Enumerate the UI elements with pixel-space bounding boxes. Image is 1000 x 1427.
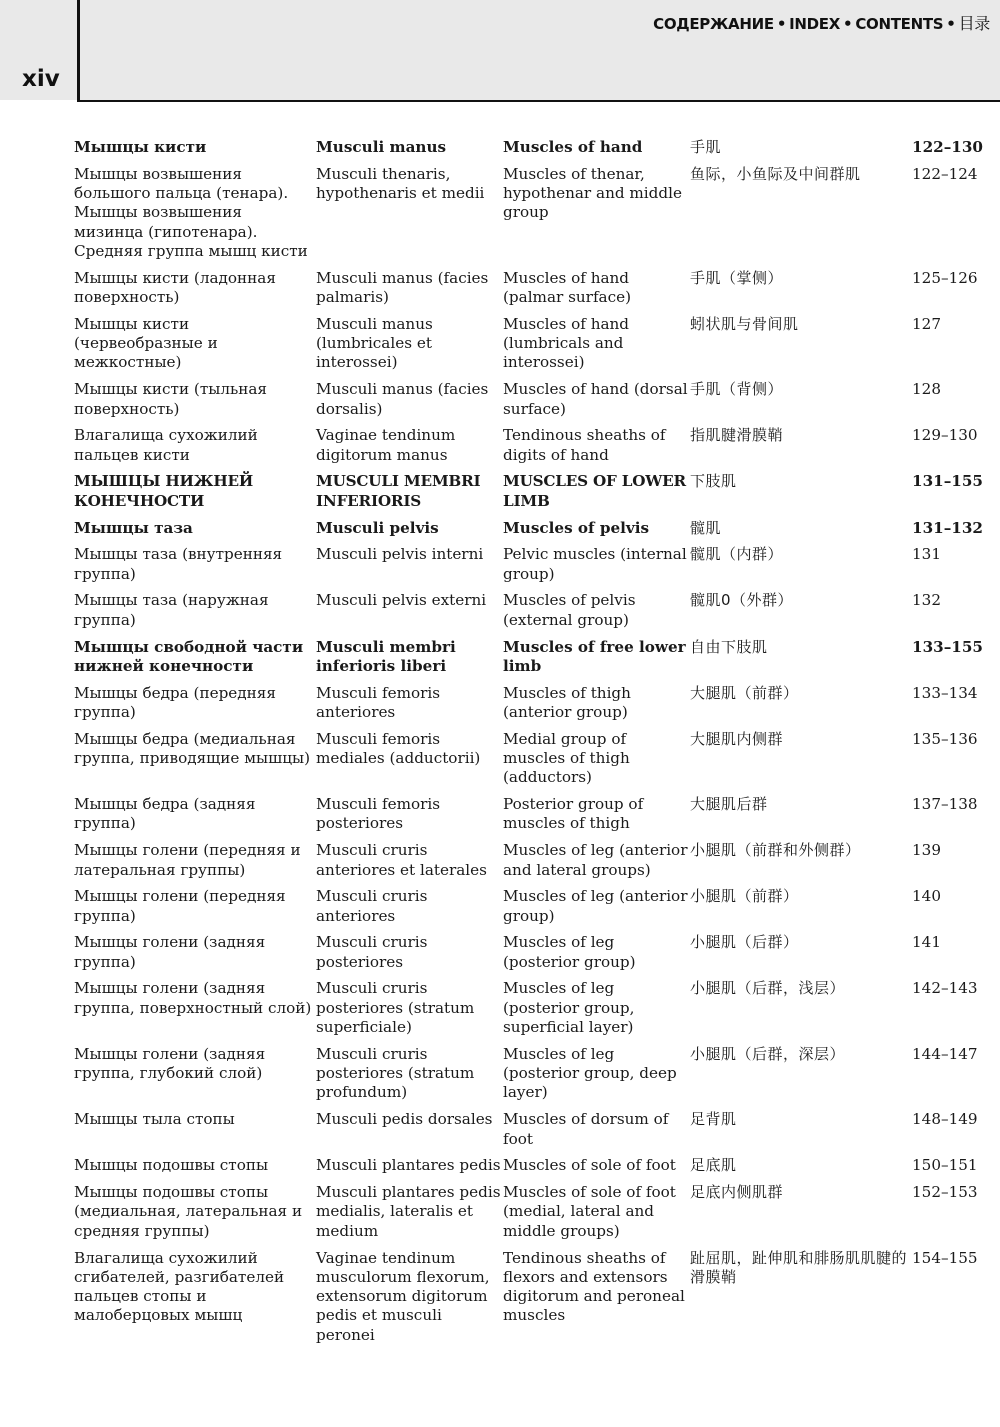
entry-latin: Musculi manus (lumbricales et interossei) xyxy=(316,314,433,372)
entry-english: Muscles of hand (palmar surface) xyxy=(503,268,632,307)
entry-chinese: 手肌（掌侧） xyxy=(690,268,784,287)
running-title-contents: CONTENTS xyxy=(855,15,944,33)
entry-english: Muscles of leg (posterior group, superficial layer) xyxy=(503,979,635,1037)
entry-english: Muscles of sole of foot xyxy=(503,1156,676,1175)
entry-chinese: 小腿肌（后群） xyxy=(690,933,799,952)
entry-english: Muscles of leg (anterior and lateral groups) xyxy=(503,841,688,879)
header-rule xyxy=(80,100,1000,102)
toc-row[interactable] xyxy=(68,1183,999,1248)
entry-russian: Мышцы голени (задняя группа, поверхностный слой) xyxy=(74,979,312,1017)
entry-pages[interactable]: 125–126 xyxy=(912,268,978,287)
entry-english: Medial group of muscles of thigh (adductors) xyxy=(503,729,630,787)
entry-english: Posterior group of muscles of thigh xyxy=(503,795,644,833)
entry-latin: Musculi cruris anteriores et laterales xyxy=(316,841,487,879)
entry-english: Muscles of hand xyxy=(503,138,643,156)
entry-english: Muscles of pelvis xyxy=(503,518,650,537)
entry-latin: Musculi plantares pedis xyxy=(316,1156,501,1175)
entry-latin: Musculi manus xyxy=(316,138,447,156)
toc-row[interactable] xyxy=(68,380,999,426)
entry-latin: Musculi membri inferioris liberi xyxy=(316,637,456,675)
entry-chinese: 手肌 xyxy=(690,138,722,156)
entry-pages[interactable]: 141 xyxy=(912,933,941,952)
entry-english: Muscles of free lower limb xyxy=(503,637,686,675)
toc-row[interactable] xyxy=(68,841,999,887)
entry-english: Muscles of hand (lumbricals and interossei) xyxy=(503,314,630,372)
separator-3: • xyxy=(946,15,956,33)
running-title-index: INDEX xyxy=(789,15,841,33)
toc-row[interactable] xyxy=(68,1249,999,1353)
entry-latin: Musculi femoris posteriores xyxy=(316,795,441,833)
entry-english: Muscles of leg (anterior group) xyxy=(503,887,688,925)
entry-english: Tendinous sheaths of digits of hand xyxy=(503,426,666,464)
entry-pages[interactable]: 142–143 xyxy=(912,979,978,998)
running-title-zh: 目录 xyxy=(958,14,990,33)
entry-russian: Мышцы голени (передняя группа) xyxy=(74,887,286,925)
entry-english: Pelvic muscles (internal group) xyxy=(503,545,687,583)
entry-chinese: 小腿肌（前群） xyxy=(690,887,799,906)
entry-english: MUSCLES OF LOWER LIMB xyxy=(503,472,686,510)
toc-row[interactable] xyxy=(68,1110,999,1156)
entry-russian: Мышцы подошвы стопы xyxy=(74,1156,269,1175)
entry-russian: Мышцы голени (задняя группа) xyxy=(74,933,266,971)
entry-russian: Мышцы таза (наружная группа) xyxy=(74,591,269,629)
entry-latin: Musculi cruris posteriores (stratum superficiale) xyxy=(316,979,475,1037)
toc-row[interactable] xyxy=(68,1156,999,1183)
entry-chinese: 自由下肢肌 xyxy=(690,637,768,656)
entry-russian: Мышцы возвышения большого пальца (тенара). Мышцы возвышения мизинца (гипотенара). Средняя группа мышц кисти xyxy=(74,164,308,260)
entry-russian: Мышцы голени (передняя и латеральная группы) xyxy=(74,841,301,879)
entry-chinese: 下肢肌 xyxy=(690,472,737,491)
page-number: xiv xyxy=(22,66,60,92)
entry-english: Muscles of thenar, hypothenar and middle group xyxy=(503,164,682,222)
entry-chinese: 足背肌 xyxy=(690,1110,737,1129)
toc-row[interactable] xyxy=(68,887,999,933)
separator-1: • xyxy=(776,15,787,33)
toc-row[interactable] xyxy=(68,315,999,380)
entry-chinese: 小腿肌（后群，深层） xyxy=(690,1044,846,1063)
entry-chinese: 小腿肌（前群和外侧群） xyxy=(690,841,861,860)
toc-row[interactable] xyxy=(68,979,999,1044)
entry-english: Muscles of pelvis (external group) xyxy=(503,591,636,629)
entry-chinese: 趾屈肌，趾伸肌和腓肠肌肌腱的滑膜鞘 xyxy=(690,1248,908,1286)
entry-latin: Musculi femoris mediales (adductorii) xyxy=(316,729,481,768)
entry-pages[interactable]: 133–155 xyxy=(912,637,983,656)
entry-russian: Мышцы кисти (ладонная поверхность) xyxy=(74,268,276,307)
entry-english: Muscles of dorsum of foot xyxy=(503,1110,669,1148)
entry-russian: Мышцы кисти xyxy=(74,138,207,156)
entry-russian: Мышцы кисти (тыльная поверхность) xyxy=(74,380,268,418)
toc-row[interactable] xyxy=(68,519,999,546)
entry-pages[interactable]: 137–138 xyxy=(912,795,978,814)
entry-latin: Musculi cruris posteriores xyxy=(316,933,428,971)
toc-row[interactable] xyxy=(68,730,999,795)
toc-row[interactable] xyxy=(68,933,999,979)
entry-pages[interactable]: 122–130 xyxy=(912,138,983,156)
contents-table xyxy=(68,138,999,1353)
toc-row[interactable] xyxy=(68,795,999,841)
entry-latin: Musculi pedis dorsales xyxy=(316,1110,493,1129)
entry-latin: Musculi femoris anteriores xyxy=(316,683,441,721)
entry-chinese: 指肌腱滑膜鞘 xyxy=(690,426,784,445)
entry-pages[interactable]: 131 xyxy=(912,545,941,564)
toc-row[interactable] xyxy=(68,638,999,684)
entry-pages[interactable]: 127 xyxy=(912,314,941,333)
entry-russian: МЫШЦЫ НИЖНЕЙ КОНЕЧНОСТИ xyxy=(74,472,254,510)
entry-chinese: 髋肌（内群） xyxy=(690,545,784,564)
entry-latin: Vaginae tendinum musculorum flexorum, extensorum digitorum pedis et musculi peronei xyxy=(316,1248,490,1344)
entry-english: Muscles of sole of foot (medial, lateral and middle groups) xyxy=(503,1183,676,1240)
entry-english: Muscles of thigh (anterior group) xyxy=(503,683,631,721)
entry-english: Tendinous sheaths of flexors and extensors digitorum and peroneal muscles xyxy=(503,1248,685,1325)
entry-russian: Мышцы тыла стопы xyxy=(74,1110,235,1129)
entry-chinese: 大腿肌内侧群 xyxy=(690,729,784,748)
entry-russian: Мышцы бедра (передняя группа) xyxy=(74,683,276,721)
entry-chinese: 手肌（背侧） xyxy=(690,380,784,399)
toc-row[interactable] xyxy=(68,269,999,315)
entry-russian: Мышцы бедра (задняя группа) xyxy=(74,795,256,833)
header-vertical-rule xyxy=(77,0,80,102)
entry-pages[interactable]: 154–155 xyxy=(912,1248,978,1267)
entry-latin: Musculi manus (facies dorsalis) xyxy=(316,380,489,418)
entry-pages[interactable]: 150–151 xyxy=(912,1156,978,1175)
entry-english: Muscles of leg (posterior group) xyxy=(503,933,636,971)
toc-row[interactable] xyxy=(68,165,999,269)
entry-pages[interactable]: 122–124 xyxy=(912,164,978,183)
entry-pages[interactable]: 140 xyxy=(912,887,941,906)
toc-row[interactable] xyxy=(68,1045,999,1110)
entry-latin: Musculi plantares pedis medialis, lateralis et medium xyxy=(316,1183,501,1240)
entry-chinese: 大腿肌（前群） xyxy=(690,683,799,702)
toc-row[interactable] xyxy=(68,472,999,518)
entry-pages[interactable]: 129–130 xyxy=(912,426,978,445)
entry-pages[interactable]: 135–136 xyxy=(912,729,978,748)
entry-pages[interactable]: 139 xyxy=(912,841,941,860)
entry-russian: Влагалища сухожилий сгибателей, разгибателей пальцев стопы и малоберцовых мышц xyxy=(74,1248,285,1325)
entry-pages[interactable]: 128 xyxy=(912,380,941,399)
entry-russian: Мышцы свободной части нижней конечности xyxy=(74,637,304,675)
running-header xyxy=(653,11,990,34)
entry-pages[interactable]: 152–153 xyxy=(912,1183,978,1202)
toc-row[interactable] xyxy=(68,426,999,472)
entry-latin: Musculi cruris anteriores xyxy=(316,887,428,925)
entry-pages[interactable]: 148–149 xyxy=(912,1110,978,1129)
toc-row[interactable] xyxy=(68,138,999,165)
entry-russian: Мышцы кисти (червеобразные и межкостные) xyxy=(74,314,218,372)
entry-chinese: 髋肌 xyxy=(690,518,722,537)
entry-russian: Мышцы голени (задняя группа, глубокий слой) xyxy=(74,1044,266,1083)
entry-russian: Влагалища сухожилий пальцев кисти xyxy=(74,426,258,464)
entry-chinese: 大腿肌后群 xyxy=(690,795,768,814)
entry-russian: Мышцы подошвы стопы (медиальная, латеральная и средняя группы) xyxy=(74,1183,303,1240)
entry-latin: Musculi pelvis externi xyxy=(316,591,487,610)
entry-english: Muscles of hand (dorsal surface) xyxy=(503,380,688,418)
entry-latin: MUSCULI MEMBRI INFERIORIS xyxy=(316,472,481,510)
entry-pages[interactable]: 131–155 xyxy=(912,472,983,491)
entry-russian: Мышцы таза (внутренняя группа) xyxy=(74,545,283,583)
entry-latin: Musculi pelvis interni xyxy=(316,545,484,564)
entry-english: Muscles of leg (posterior group, deep layer) xyxy=(503,1044,677,1102)
entry-chinese: 髋肌0（外群） xyxy=(690,591,794,610)
entry-chinese: 蚓状肌与骨间肌 xyxy=(690,314,799,333)
entry-latin: Musculi manus (facies palmaris) xyxy=(316,268,489,307)
entry-chinese: 小腿肌（后群，浅层） xyxy=(690,979,846,998)
entry-pages[interactable]: 131–132 xyxy=(912,518,983,537)
entry-chinese: 鱼际，小鱼际及中间群肌 xyxy=(690,164,861,183)
separator-2: • xyxy=(843,15,853,33)
entry-pages[interactable]: 144–147 xyxy=(912,1044,978,1063)
entry-chinese: 足底内侧肌群 xyxy=(690,1183,784,1202)
toc-row[interactable] xyxy=(68,545,999,591)
running-title-ru: СОДЕРЖАНИЕ xyxy=(653,15,774,33)
entry-latin: Musculi cruris posteriores (stratum profundum) xyxy=(316,1044,475,1102)
entry-pages[interactable]: 132 xyxy=(912,591,941,610)
entry-russian: Мышцы бедра (медиальная группа, приводящие мышцы) xyxy=(74,729,311,768)
entry-latin: Musculi pelvis xyxy=(316,518,439,537)
toc-row[interactable] xyxy=(68,684,999,730)
entry-russian: Мышцы таза xyxy=(74,518,193,537)
toc-row[interactable] xyxy=(68,591,999,637)
entry-latin: Musculi thenaris, hypothenaris et medii xyxy=(316,164,485,203)
entry-chinese: 足底肌 xyxy=(690,1156,737,1175)
entry-pages[interactable]: 133–134 xyxy=(912,683,978,702)
entry-latin: Vaginae tendinum digitorum manus xyxy=(316,426,456,464)
